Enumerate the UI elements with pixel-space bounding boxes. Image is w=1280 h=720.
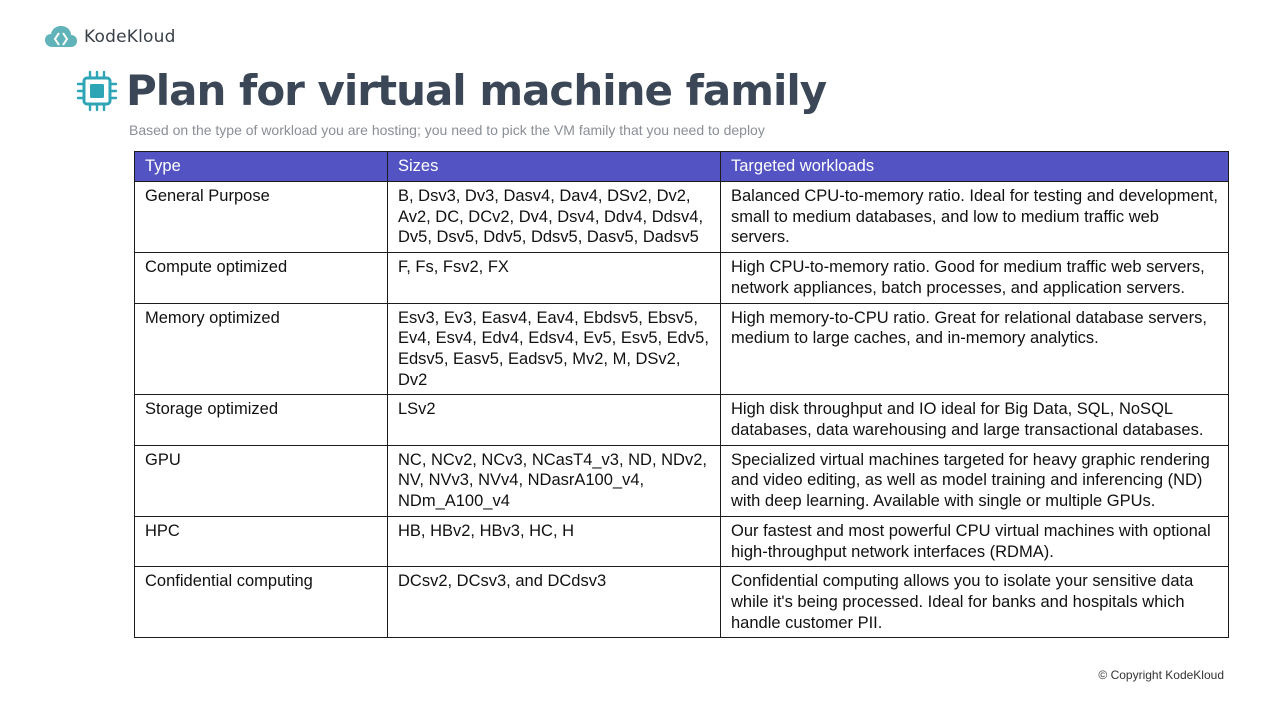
- workloads-cell: Balanced CPU-to-memory ratio. Ideal for testing and development, small to medium databases, and low to medium traffic web servers.: [721, 182, 1229, 253]
- sizes-cell: LSv2: [388, 395, 721, 445]
- table-row: [135, 567, 1229, 638]
- workloads-cell: Confidential computing allows you to isolate your sensitive data while it's being processed. Ideal for banks and hospitals which handle customer PII.: [721, 567, 1229, 638]
- type-cell: HPC: [135, 516, 388, 566]
- brand-name: KodeKloud: [84, 27, 176, 47]
- sizes-cell: Esv3, Ev3, Easv4, Eav4, Ebdsv5, Ebsv5, Ev4, Esv4, Edv4, Edsv4, Ev5, Esv5, Edv5, Edsv5, Easv5, Eadsv5, Mv2, M, DSv2, Dv2: [388, 303, 721, 395]
- table-header-row: [135, 152, 1229, 182]
- type-cell: Compute optimized: [135, 253, 388, 303]
- table-row: [135, 516, 1229, 566]
- page-subtitle: Based on the type of workload you are hosting; you need to pick the VM family that you need to deploy: [129, 122, 765, 138]
- page-title: Plan for virtual machine family: [126, 66, 827, 115]
- table-row: [135, 182, 1229, 253]
- sizes-cell: NC, NCv2, NCv3, NCasT4_v3, ND, NDv2, NV, NVv3, NVv4, NDasrA100_v4, NDm_A100_v4: [388, 445, 721, 516]
- kodekloud-cloud-icon: [44, 25, 78, 49]
- table-row: [135, 395, 1229, 445]
- workloads-cell: High disk throughput and IO ideal for Big Data, SQL, NoSQL databases, data warehousing and large transactional databases.: [721, 395, 1229, 445]
- header-workloads: Targeted workloads: [721, 152, 1229, 182]
- sizes-cell: HB, HBv2, HBv3, HC, H: [388, 516, 721, 566]
- header-type: Type: [135, 152, 388, 182]
- workloads-cell: Our fastest and most powerful CPU virtual machines with optional high-throughput network interfaces (RDMA).: [721, 516, 1229, 566]
- type-cell: GPU: [135, 445, 388, 516]
- workloads-cell: High CPU-to-memory ratio. Good for medium traffic web servers, network appliances, batch processes, and application servers.: [721, 253, 1229, 303]
- type-cell: Memory optimized: [135, 303, 388, 395]
- table-row: [135, 445, 1229, 516]
- workloads-cell: Specialized virtual machines targeted for heavy graphic rendering and video editing, as well as model training and inferencing (ND) with deep learning. Available with single or multiple GPUs.: [721, 445, 1229, 516]
- sizes-cell: B, Dsv3, Dv3, Dasv4, Dav4, DSv2, Dv2, Av2, DC, DCv2, Dv4, Dsv4, Ddv4, Ddsv4, Dv5, Dsv5, Ddv5, Ddsv5, Dasv5, Dadsv5: [388, 182, 721, 253]
- type-cell: Storage optimized: [135, 395, 388, 445]
- title-row: [76, 66, 826, 116]
- cpu-chip-icon: [76, 70, 118, 112]
- brand-logo: [44, 24, 176, 50]
- header-sizes: Sizes: [388, 152, 721, 182]
- workloads-cell: High memory-to-CPU ratio. Great for relational database servers, medium to large caches, and in-memory analytics.: [721, 303, 1229, 395]
- copyright-notice: © Copyright KodeKloud: [1098, 668, 1224, 682]
- type-cell: Confidential computing: [135, 567, 388, 638]
- type-cell: General Purpose: [135, 182, 388, 253]
- sizes-cell: DCsv2, DCsv3, and DCdsv3: [388, 567, 721, 638]
- sizes-cell: F, Fs, Fsv2, FX: [388, 253, 721, 303]
- table-row: [135, 253, 1229, 303]
- vm-family-table: [134, 151, 1229, 638]
- table-row: [135, 303, 1229, 395]
